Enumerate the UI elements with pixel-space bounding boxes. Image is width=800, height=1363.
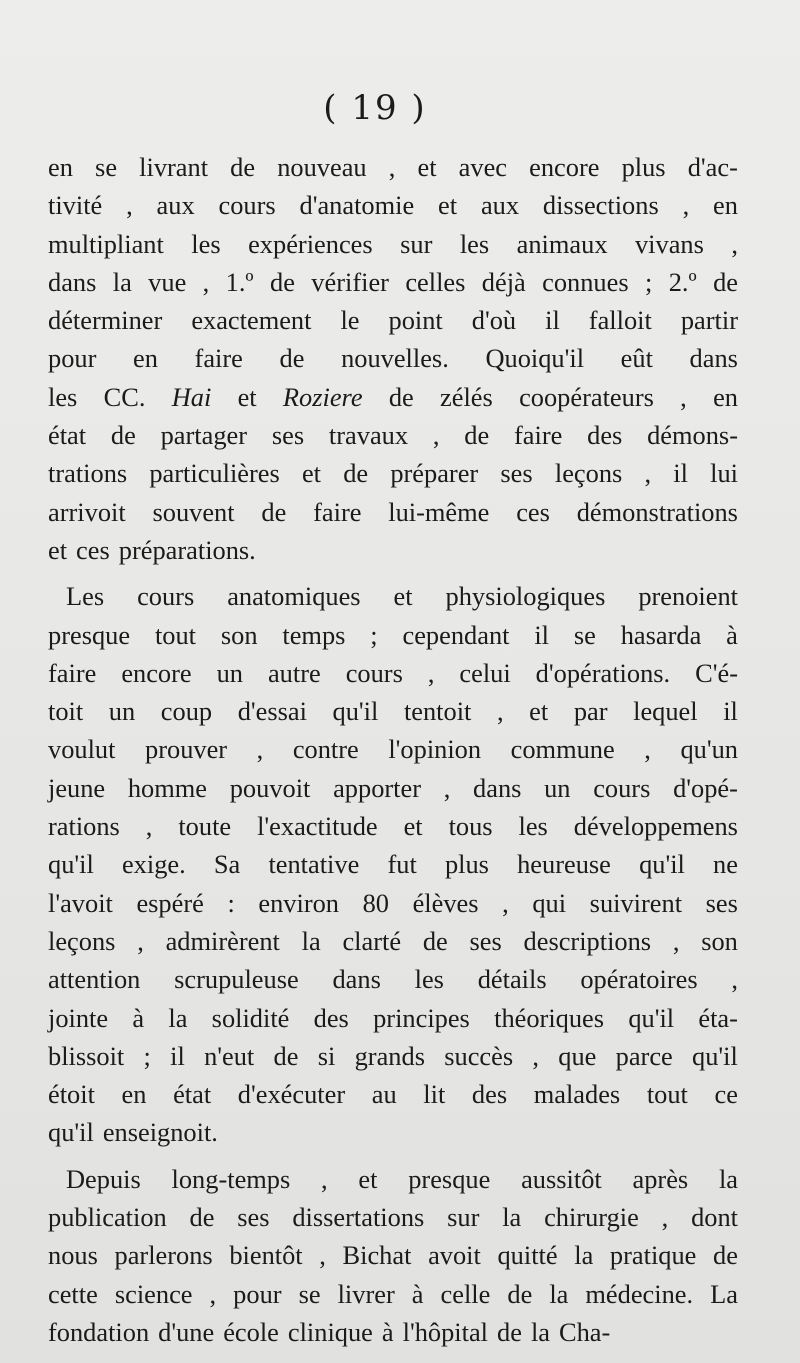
text-line: voulut prouver , contre l'opinion commune , qu'un <box>48 734 738 765</box>
text-line: publication de ses dissertations sur la chirurgie , dont <box>48 1202 738 1233</box>
text-line: arrivoit souvent de faire lui-même ces démonstrations <box>48 496 738 527</box>
text-line: pour en faire de nouvelles. Quoiqu'il eût dans <box>48 343 738 374</box>
text-line: état de partager ses travaux , de faire des démons- <box>48 420 738 451</box>
text-line: déterminer exactement le point d'où il falloit partir <box>48 305 738 336</box>
text-line: en se livrant de nouveau , et avec encore plus d'ac- <box>48 152 738 182</box>
text-line: fondation d'une école clinique à l'hôpital de la Cha- <box>48 1316 611 1347</box>
text-line: Depuis long-temps , et presque aussitôt après la <box>66 1163 738 1194</box>
text-line: jointe à la solidité des principes théoriques qu'il éta- <box>48 1002 738 1033</box>
text-line: multipliant les expériences sur les animaux vivans , <box>48 228 738 259</box>
page-number: ( 19 ) <box>323 88 427 128</box>
text-line: presque tout son temps ; cependant il se hasarda à <box>48 619 738 650</box>
text-line: qu'il enseignoit. <box>48 1117 218 1148</box>
text-line: blissoit ; il n'eut de si grands succès , que parce qu'il <box>48 1040 738 1071</box>
text-line: et ces préparations. <box>48 534 256 565</box>
text-line: faire encore un autre cours , celui d'opérations. C'é- <box>48 657 738 688</box>
text-line: l'avoit espéré : environ 80 élèves , qui suivirent ses <box>48 887 738 918</box>
text-line: étoit en état d'exécuter au lit des malades tout ce <box>48 1079 738 1110</box>
text-line: les CC. Hai et Roziere de zélés coopérateurs , en <box>48 381 738 412</box>
body-text <box>48 148 738 1351</box>
text-line: tivité , aux cours d'anatomie et aux dissections , en <box>48 190 738 221</box>
text-line: trations particulières et de préparer ses leçons , il lui <box>48 458 738 489</box>
text-line: jeune homme pouvoit apporter , dans un cours d'opé- <box>48 772 738 803</box>
text-line: qu'il exige. Sa tentative fut plus heureuse qu'il ne <box>48 849 738 880</box>
text-line: Les cours anatomiques et physiologiques prenoient <box>66 581 738 612</box>
text-line: cette science , pour se livrer à celle de la médecine. La <box>48 1278 738 1309</box>
text-line: attention scrupuleuse dans les détails opératoires , <box>48 964 738 995</box>
text-line: dans la vue , 1.º de vérifier celles déjà connues ; 2.º de <box>48 266 738 297</box>
text-line: toit un coup d'essai qu'il tentoit , et par lequel il <box>48 696 738 727</box>
text-line: nous parlerons bientôt , Bichat avoit quitté la pratique de <box>48 1240 738 1271</box>
text-line: leçons , admirèrent la clarté de ses descriptions , son <box>48 925 738 956</box>
text-line: rations , toute l'exactitude et tous les développemens <box>48 811 738 842</box>
